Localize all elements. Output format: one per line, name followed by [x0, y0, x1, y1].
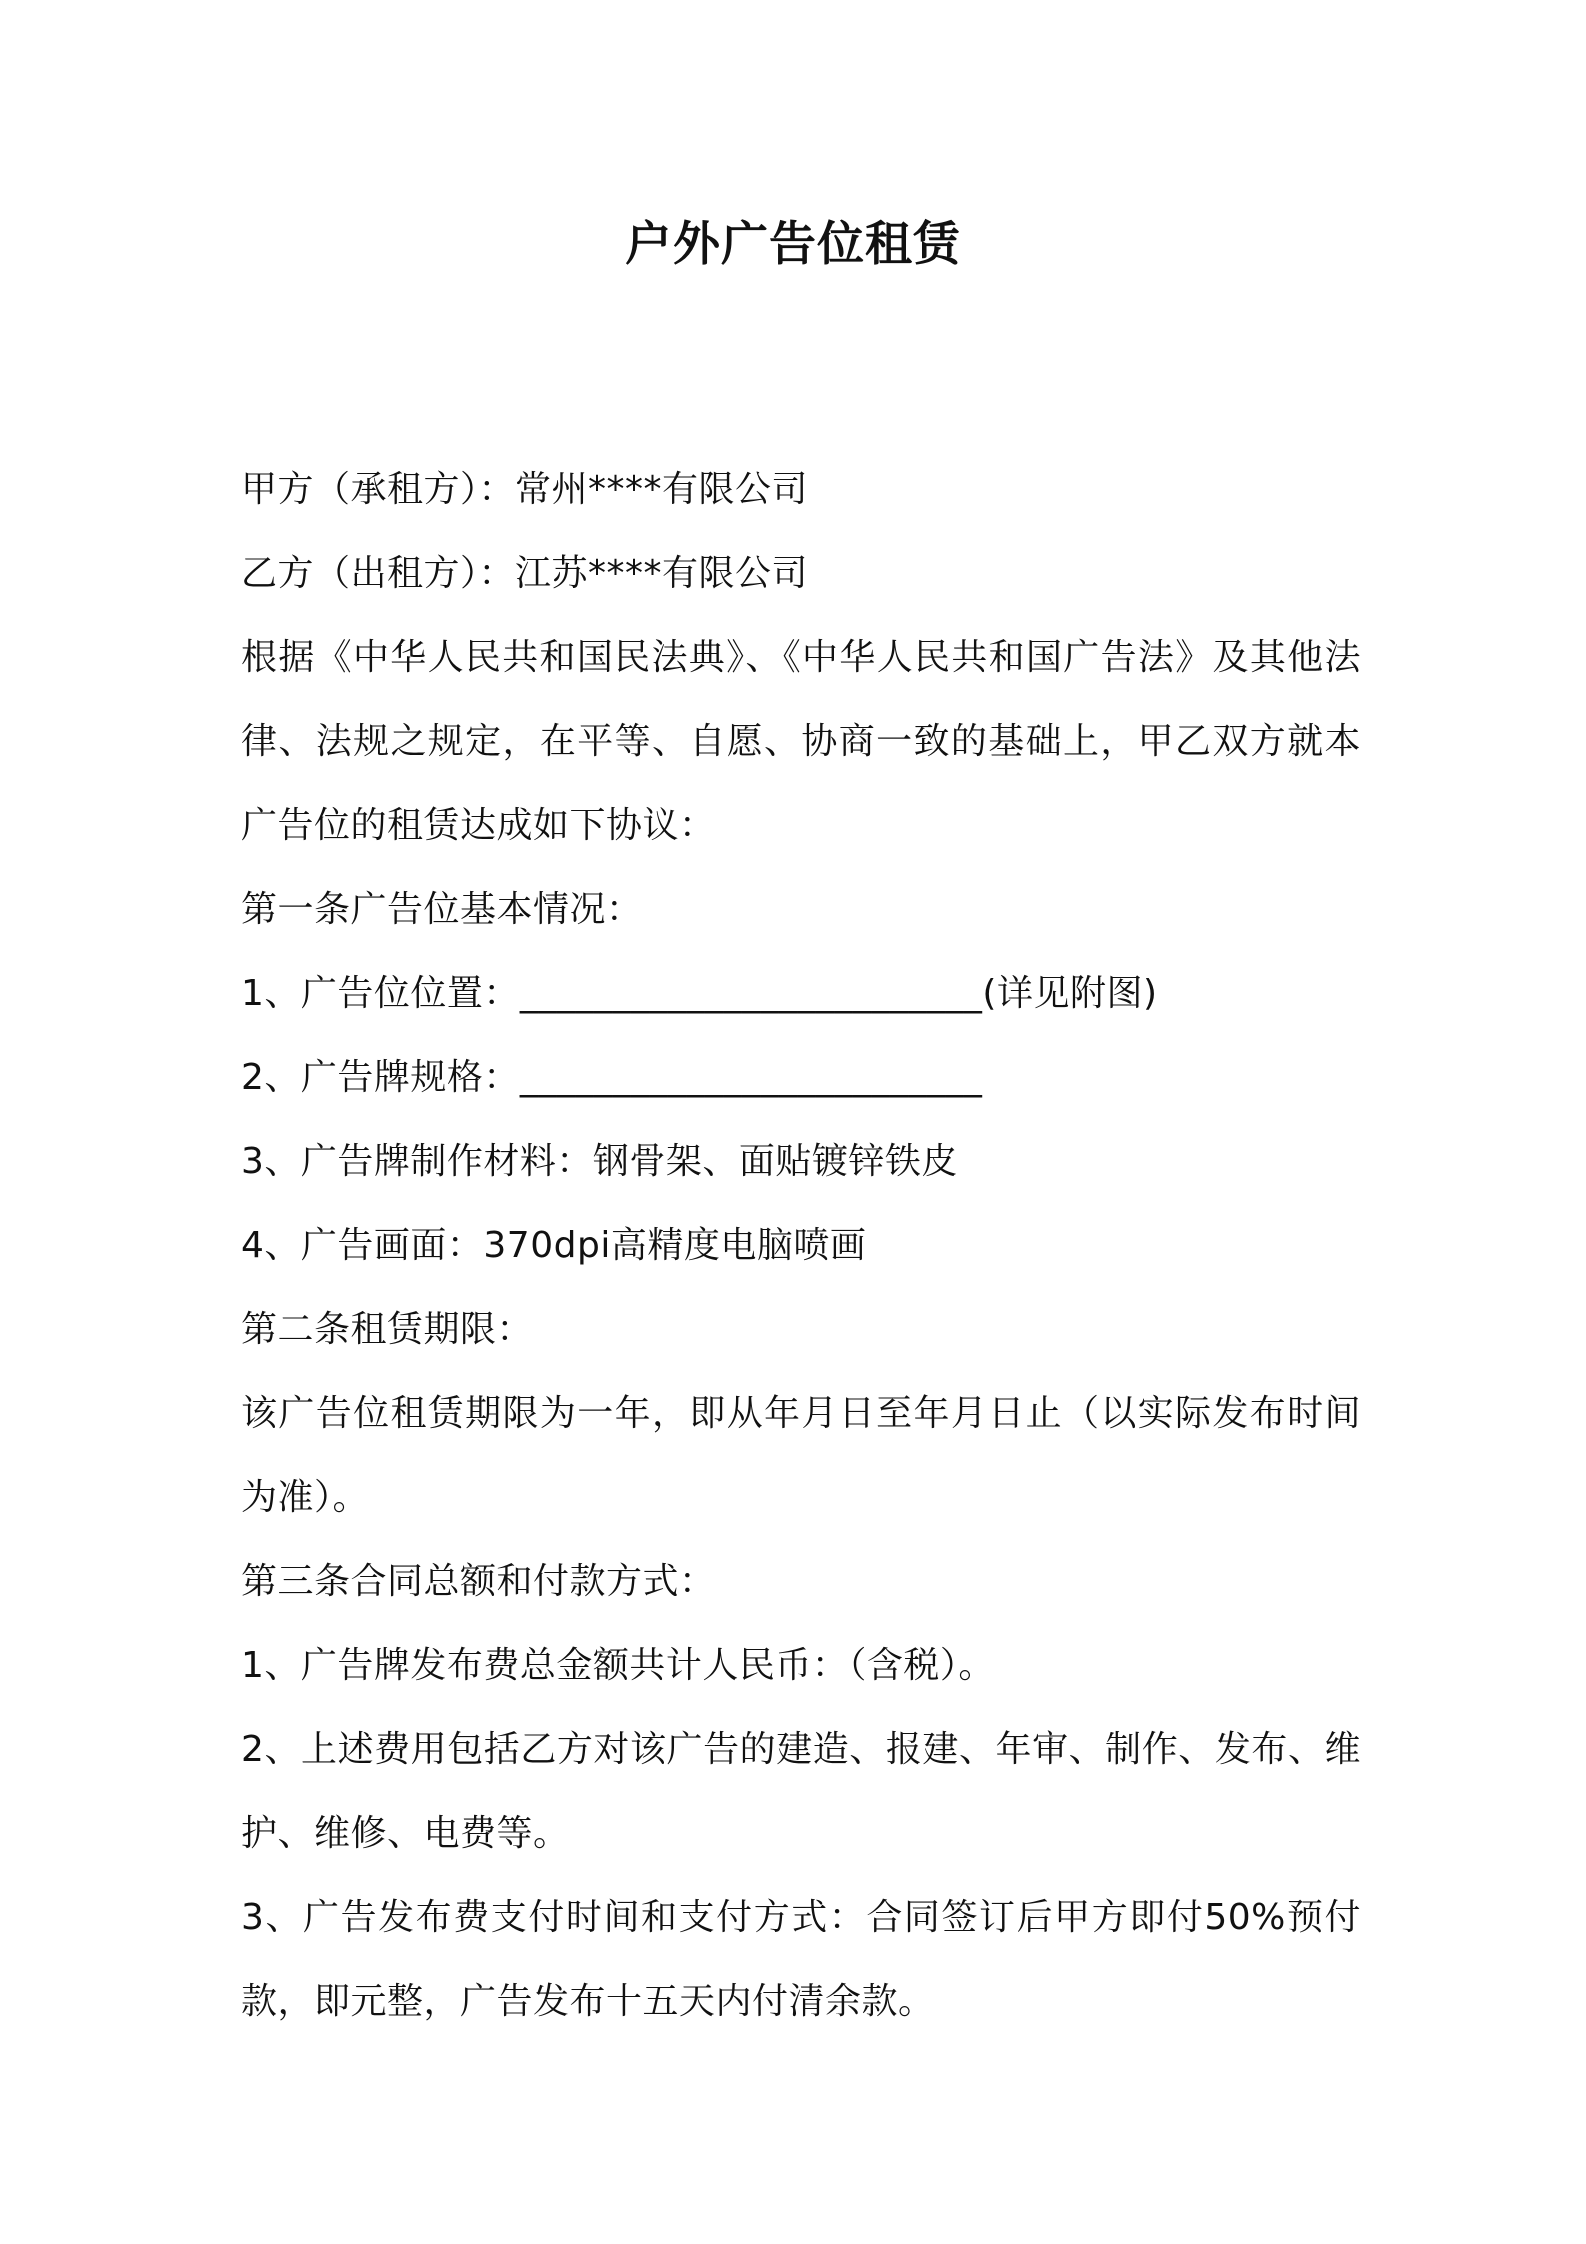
article-1-item-2: 2、广告牌规格：_________________________: [241, 1057, 983, 1098]
article-3-item-3: 3、广告发布费支付时间和支付方式：合同签订后甲方即付50%预付款，即元整，广告发布十五天内付清余款。: [241, 1897, 1361, 2022]
article-1-item-4: 4、广告画面：370dpi高精度电脑喷画: [241, 1225, 867, 1266]
preamble-paragraph: 根据《中华人民共和国民法典》、《中华人民共和国广告法》及其他法律、法规之规定，在平等、自愿、协商一致的基础上，甲乙双方就本广告位的租赁达成如下协议：: [241, 637, 1361, 846]
article-3-heading: 第三条合同总额和付款方式：: [241, 1561, 716, 1602]
document-title: 户外广告位租赁: [625, 217, 961, 272]
article-1-item-1: 1、广告位位置：_________________________(详见附图): [241, 973, 1158, 1014]
party-b-line: 乙方（出租方）：江苏****有限公司: [241, 553, 809, 594]
article-3-item-2: 2、上述费用包括乙方对该广告的建造、报建、年审、制作、发布、维护、维修、电费等。: [241, 1729, 1361, 1854]
party-a-line: 甲方（承租方）：常州****有限公司: [241, 469, 809, 510]
article-2-text: 该广告位租赁期限为一年，即从年月日至年月日止（以实际发布时间为准）。: [241, 1393, 1361, 1518]
article-3-item-1: 1、广告牌发布费总金额共计人民币：（含税）。: [241, 1645, 995, 1686]
article-1-item-3: 3、广告牌制作材料：钢骨架、面贴镀锌铁皮: [241, 1141, 958, 1182]
document-body: [241, 448, 1361, 2044]
article-1-heading: 第一条广告位基本情况：: [241, 889, 643, 930]
article-2-heading: 第二条租赁期限：: [241, 1309, 534, 1350]
